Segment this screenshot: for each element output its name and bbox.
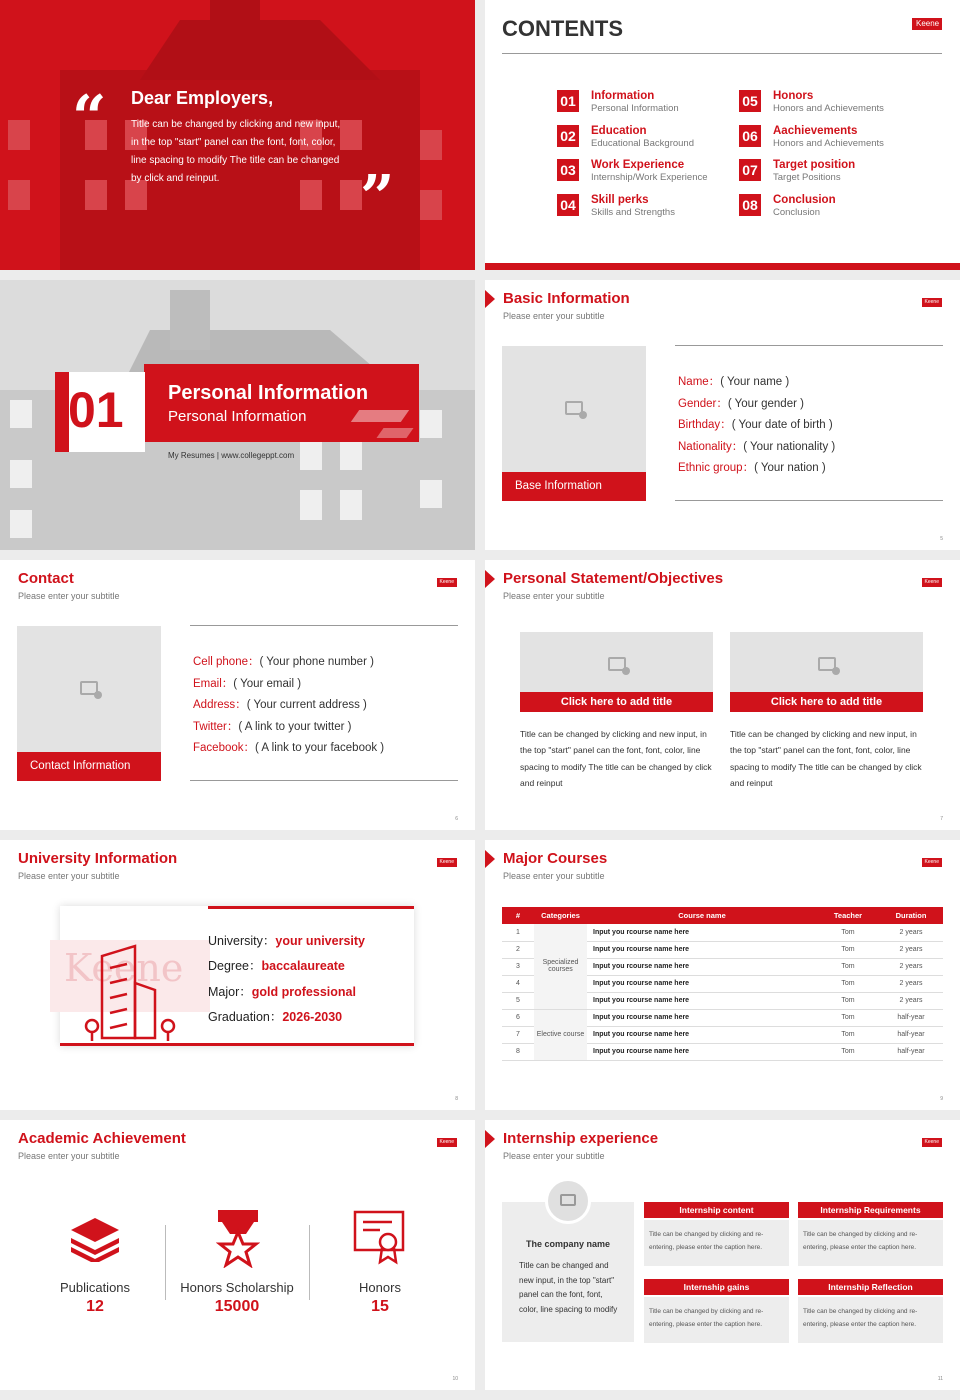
contents-item-number[interactable]: 07	[739, 159, 761, 181]
contents-item-number[interactable]: 01	[557, 90, 579, 112]
field-label: Facebook：	[193, 742, 256, 755]
body-text: Title can be changed by clicking and new input, in the top "start" panel can the font, font, color, line spacing to modify The title can be changed by click and reinput.	[131, 119, 341, 184]
page-number: 9	[940, 1096, 943, 1102]
internship-box-title[interactable]: Internship Requirements	[798, 1202, 943, 1218]
logo: Keene	[922, 298, 942, 307]
close-quote-icon: ”	[360, 163, 395, 233]
info-field	[193, 695, 453, 717]
col-header: #	[502, 907, 534, 924]
internship-box-text: Title can be changed by clicking and re-entering, please enter the caption here.	[798, 1297, 943, 1343]
contents-item-number[interactable]: 02	[557, 125, 579, 147]
contents-item-subtitle: Internship/Work Experience	[591, 172, 708, 183]
contents-title: CONTENTS	[502, 16, 623, 41]
cell-number: 2	[502, 941, 534, 958]
company-logo-placeholder[interactable]	[545, 1178, 591, 1224]
cell-number: 6	[502, 1009, 534, 1026]
field-label: Degree：	[208, 959, 262, 974]
contents-item-subtitle: Honors and Achievements	[773, 137, 884, 149]
slide-contents	[485, 0, 960, 270]
info-field	[193, 717, 453, 739]
field-value[interactable]: ( Your current address )	[246, 699, 367, 712]
page-number: 10	[452, 1376, 458, 1382]
university-field	[208, 980, 365, 1005]
slide-dear-employers	[0, 0, 475, 270]
page-number: 7	[940, 816, 943, 822]
info-field	[678, 394, 858, 416]
slide-university-information	[0, 840, 475, 1110]
cell-teacher[interactable]: Tom	[817, 1009, 879, 1026]
contents-item-title[interactable]: Honors	[773, 90, 814, 102]
open-quote-icon: “	[72, 83, 107, 153]
field-value[interactable]: ( A link to your facebook )	[255, 742, 385, 755]
logo: Keene	[922, 578, 942, 587]
heading: Dear Employers,	[131, 88, 274, 108]
logo: Keene	[912, 18, 942, 30]
photo-placeholder[interactable]	[17, 626, 161, 781]
page-number: 11	[937, 1376, 943, 1382]
title-marker	[485, 1130, 495, 1148]
cell-course-name[interactable]: Input you rcourse name here	[587, 1009, 817, 1026]
statement-card-image-2[interactable]	[730, 632, 923, 712]
cell-course-name[interactable]: Input you rcourse name here	[587, 958, 817, 975]
slide-title: Basic Information	[503, 290, 630, 307]
contents-item-subtitle: Conclusion	[773, 206, 820, 218]
page-number: 5	[940, 536, 943, 542]
cell-number: 3	[502, 958, 534, 975]
image-placeholder-icon	[565, 401, 583, 415]
cell-number: 5	[502, 992, 534, 1009]
bottom-rule	[190, 780, 458, 781]
stat-value: 15000	[214, 1298, 260, 1315]
contents-item-title[interactable]: Work Experience	[591, 159, 685, 171]
info-field	[193, 652, 453, 674]
contents-item-title[interactable]: Aachievements	[773, 124, 858, 137]
title-marker	[485, 570, 495, 588]
internship-box-title[interactable]: Internship gains	[644, 1279, 789, 1295]
university-field	[208, 1005, 365, 1030]
field-label: Cell phone：	[193, 656, 260, 668]
info-field	[678, 372, 858, 394]
section-footer: My Resumes | www.collegeppt.com	[168, 451, 295, 460]
slide-subtitle: Please enter your subtitle	[18, 1151, 120, 1161]
cell-category: Elective course	[534, 1009, 587, 1060]
info-field	[193, 738, 453, 760]
cell-course-name[interactable]: Input you rcourse name here	[587, 1043, 817, 1060]
field-label: Ethnic group：	[678, 462, 755, 475]
contents-item-number[interactable]: 08	[739, 194, 761, 216]
field-label: Twitter：	[193, 720, 239, 733]
contents-item-title[interactable]: Target position	[773, 159, 856, 171]
slide-title: Personal Statement/Objectives	[503, 570, 724, 587]
field-label: Graduation：	[208, 1009, 283, 1024]
col-header: Course name	[587, 907, 817, 924]
image-placeholder-icon	[608, 657, 626, 671]
cell-duration[interactable]: 2 years	[879, 975, 943, 992]
top-rule	[190, 625, 458, 626]
field-value[interactable]: ( Your email )	[233, 677, 302, 690]
cell-teacher[interactable]: Tom	[817, 992, 879, 1009]
slide-subtitle: Please enter your subtitle	[503, 1151, 605, 1161]
info-field	[193, 674, 453, 696]
stat-value: 12	[86, 1298, 104, 1315]
field-value[interactable]: ( Your date of birth )	[731, 419, 833, 432]
slide-major-courses	[485, 840, 960, 1110]
certificate-icon	[352, 1208, 408, 1268]
table-row	[502, 1009, 943, 1026]
cell-duration[interactable]: 2 years	[879, 958, 943, 975]
contents-item-subtitle: Target Positions	[773, 172, 841, 183]
cell-duration[interactable]: half-year	[879, 1009, 943, 1026]
field-label: Birthday：	[678, 419, 732, 432]
col-header: Duration	[879, 907, 943, 924]
field-list	[208, 929, 365, 1030]
field-value[interactable]: your university	[275, 934, 365, 948]
section-number: 01	[68, 382, 124, 438]
slide-basic-information	[485, 280, 960, 550]
slide-title: Academic Achievement	[18, 1130, 186, 1147]
courses-table	[502, 907, 943, 1061]
slide-contact	[0, 560, 475, 830]
info-field	[678, 458, 858, 480]
cell-teacher[interactable]: Tom	[817, 924, 879, 941]
info-field	[678, 437, 858, 459]
field-value[interactable]: gold professional	[251, 984, 356, 999]
cell-teacher[interactable]: Tom	[817, 1026, 879, 1043]
page-number: 8	[455, 1096, 458, 1102]
section-subtitle: Personal Information	[168, 408, 307, 425]
cell-course-name[interactable]: Input you rcourse name here	[587, 1026, 817, 1043]
slide-personal-statement	[485, 560, 960, 830]
col-header: Teacher	[817, 907, 879, 924]
cell-teacher[interactable]: Tom	[817, 941, 879, 958]
card-text: Title can be changed by clicking and new input, in the top "start" panel can the font, font, color, line spacing to modify The title can be changed by click and reinput	[730, 729, 922, 788]
cell-number: 4	[502, 975, 534, 992]
internship-box-text: Title can be changed by clicking and re-entering, please enter the caption here.	[644, 1220, 789, 1266]
cell-duration[interactable]: half-year	[879, 1043, 943, 1060]
card-top-line	[208, 906, 414, 909]
stat-label: Publications	[59, 1280, 131, 1295]
image-placeholder-icon	[80, 681, 98, 695]
field-label: Gender：	[678, 397, 728, 410]
watermark: Keene	[50, 940, 210, 1012]
top-rule	[675, 345, 943, 346]
logo: Keene	[922, 858, 942, 867]
section-deco	[351, 410, 409, 422]
contents-item-number[interactable]: 05	[739, 90, 761, 112]
slide-internship-experience	[485, 1120, 960, 1390]
cell-course-name[interactable]: Input you rcourse name here	[587, 924, 817, 941]
stat-label: Honors Scholarship	[180, 1280, 294, 1295]
field-list	[193, 652, 453, 760]
field-value[interactable]: ( A link to your twitter )	[238, 720, 352, 733]
logo: Keene	[437, 858, 457, 867]
internship-box-title[interactable]: Internship Reflection	[798, 1279, 943, 1295]
contents-item-title[interactable]: Conclusion	[773, 193, 836, 206]
section-title: Personal Information	[168, 382, 369, 404]
info-field	[678, 415, 858, 437]
company-name: The company name	[525, 1239, 611, 1249]
photo-caption: Contact Information	[17, 752, 161, 781]
books-icon	[67, 1212, 123, 1262]
statement-card-image-1[interactable]	[520, 632, 713, 712]
logo: Keene	[437, 578, 457, 587]
contents-item-number[interactable]: 04	[557, 194, 579, 216]
field-value[interactable]: ( Your nationality )	[743, 440, 836, 453]
contents-item-number[interactable]: 06	[739, 125, 761, 147]
logo: Keene	[922, 1138, 942, 1147]
bottom-rule	[675, 500, 943, 501]
slide-subtitle: Please enter your subtitle	[18, 871, 120, 881]
building-icon	[80, 938, 200, 1048]
title-marker	[485, 850, 495, 868]
contents-item-subtitle: Personal Information	[591, 103, 679, 114]
cell-duration[interactable]: half-year	[879, 1026, 943, 1043]
award-star-icon	[216, 1208, 260, 1268]
contents-item-subtitle: Honors and Achievements	[773, 103, 884, 114]
cell-number: 7	[502, 1026, 534, 1043]
stat-label: Honors	[359, 1280, 401, 1295]
slide-subtitle: Please enter your subtitle	[18, 591, 120, 601]
table-row	[502, 924, 943, 941]
cell-teacher[interactable]: Tom	[817, 958, 879, 975]
stat-value: 15	[371, 1298, 389, 1315]
field-value[interactable]: ( Your gender )	[727, 397, 804, 410]
slide-title: Internship experience	[503, 1130, 659, 1147]
contents-item-subtitle: Skills and Strengths	[591, 206, 675, 218]
slide-academic-achievement	[0, 1120, 475, 1390]
image-placeholder-icon	[560, 1194, 576, 1206]
field-value[interactable]: 2026-2030	[282, 1009, 343, 1024]
contents-item-title[interactable]: Information	[591, 90, 655, 102]
field-label: Email：	[193, 677, 234, 690]
cell-course-name[interactable]: Input you rcourse name here	[587, 992, 817, 1009]
field-list	[678, 372, 858, 480]
field-label: Nationality：	[678, 440, 744, 453]
bottom-bar	[485, 263, 960, 270]
university-field	[208, 954, 365, 979]
cell-course-name[interactable]: Input you rcourse name here	[587, 975, 817, 992]
company-text: Title can be changed and new input, in the top "start" panel can the font, font, color, line spacing to modify	[519, 1261, 618, 1314]
contents-item-number[interactable]: 03	[557, 159, 579, 181]
slide-subtitle: Please enter your subtitle	[503, 311, 605, 321]
contents-item-title[interactable]: Education	[591, 124, 647, 137]
field-value[interactable]: ( Your nation )	[754, 462, 826, 475]
slide-subtitle: Please enter your subtitle	[503, 591, 605, 601]
field-value[interactable]: ( Your phone number )	[259, 656, 374, 668]
table-header-row	[502, 907, 943, 924]
slide-section-01	[0, 280, 475, 550]
card-caption[interactable]: Click here to add title	[520, 692, 713, 712]
internship-box-text: Title can be changed by clicking and re-entering, please enter the caption here.	[798, 1220, 943, 1266]
slide-subtitle: Please enter your subtitle	[503, 871, 605, 881]
page-number: 6	[455, 816, 458, 822]
field-label: Name：	[678, 376, 721, 388]
cell-category: Specialized courses	[534, 924, 587, 1009]
photo-caption: Base Information	[502, 472, 646, 501]
card-text: Title can be changed by clicking and new input, in the top "start" panel can the font, font, color, line spacing to modify The title can be changed by click and reinput	[520, 729, 712, 788]
contents-item-title[interactable]: Skill perks	[591, 193, 649, 206]
title-marker	[485, 290, 495, 308]
slide-title: Contact	[18, 570, 74, 587]
divider	[502, 53, 942, 54]
cell-teacher[interactable]: Tom	[817, 1043, 879, 1060]
cell-number: 8	[502, 1043, 534, 1060]
field-label: University：	[208, 934, 276, 948]
logo: Keene	[437, 1138, 457, 1147]
internship-box-title[interactable]: Internship content	[644, 1202, 789, 1218]
field-value[interactable]: ( Your name )	[720, 376, 790, 388]
field-value[interactable]: baccalaureate	[261, 959, 345, 974]
photo-placeholder[interactable]	[502, 346, 646, 501]
contents-item-subtitle: Educational Background	[591, 137, 694, 149]
field-label: Major：	[208, 984, 252, 999]
card-bottom-line	[60, 1043, 414, 1046]
cell-course-name[interactable]: Input you rcourse name here	[587, 941, 817, 958]
image-placeholder-icon	[818, 657, 836, 671]
cell-duration[interactable]: 2 years	[879, 941, 943, 958]
internship-box-text: Title can be changed by clicking and re-entering, please enter the caption here.	[644, 1297, 789, 1343]
card-caption[interactable]: Click here to add title	[730, 692, 923, 712]
cell-teacher[interactable]: Tom	[817, 975, 879, 992]
col-header: Categories	[534, 907, 587, 924]
field-label: Address：	[193, 699, 247, 712]
cell-duration[interactable]: 2 years	[879, 924, 943, 941]
slide-title: Major Courses	[503, 850, 608, 867]
university-field	[208, 929, 365, 954]
cell-duration[interactable]: 2 years	[879, 992, 943, 1009]
cell-number: 1	[502, 924, 534, 941]
slide-title: University Information	[18, 850, 178, 867]
